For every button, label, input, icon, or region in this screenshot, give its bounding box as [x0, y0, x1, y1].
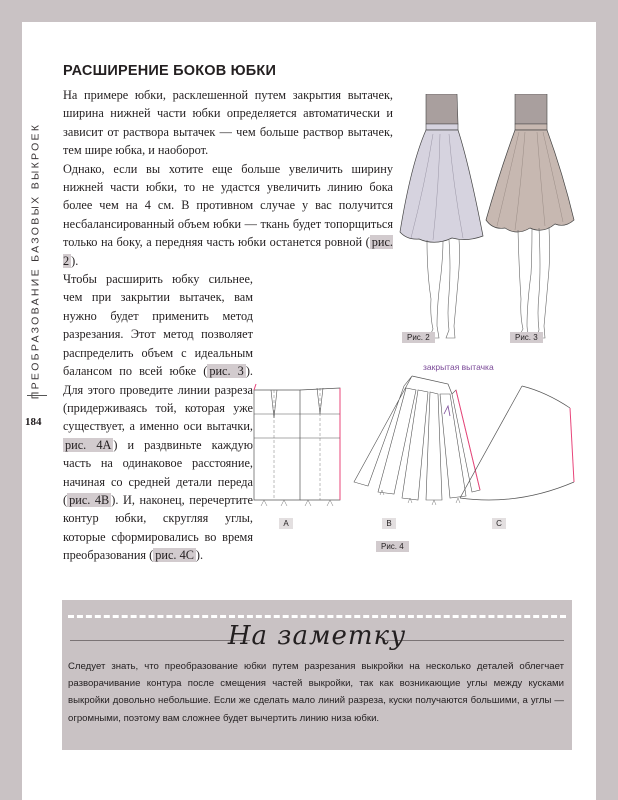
ref-fig2: рис. 2: [63, 235, 393, 268]
paragraph-2: Однако, если вы хотите еще больше увеличить ширину нижней части юбки, то не удастся увеличить линию бока более чем на 4 см. В противном случае у вас получится несбалансированный объем юбки — ткань будет топорщиться только на боку, а передняя часть юбки останется ровной ( рис. 2 ).: [63, 161, 393, 268]
figure-2-skirt: [397, 94, 487, 344]
figure-4c-label: C: [492, 518, 506, 529]
closed-dart-annotation: закрытая вытачка: [423, 362, 494, 372]
figure-4a-label: A: [279, 518, 293, 529]
note-box: [62, 600, 572, 750]
paragraph-1: На примере юбки, расклешенной путем закрытия вытачек, ширина нижней части юбки определяется автоматически и зависит от раствора вытачек — чем больше раствор вытачек, тем шире юбка, и наоборот.: [63, 88, 393, 158]
figure-4-label: Рис. 4: [376, 541, 409, 552]
body-text: [63, 86, 393, 565]
figure-3-label: Рис. 3: [510, 332, 543, 343]
page-number-rule: [27, 395, 47, 396]
figure-4b-label: B: [382, 518, 396, 529]
note-text: Следует знать, что преобразование юбки путем разрезания выкройки на несколько деталей облегчает разворачивание контура после смещения частей выкройки, так как возникающие углы между кусками выкройки довольно небольшие. Если же сделать мало линий разреза, куски получаются большими, а углы — огромными, поэтому вам сложнее будет вычертить линию низа юбки.: [68, 661, 564, 724]
figure-4c-contour: [458, 382, 576, 504]
figure-3-skirt: [485, 94, 575, 344]
note-title: На заметку: [227, 621, 407, 651]
figure-2-label: Рис. 2: [402, 332, 435, 343]
page-heading: РАСШИРЕНИЕ БОКОВ ЮБКИ: [63, 63, 277, 79]
figure-4a-pattern: [250, 382, 342, 512]
page-number: 184: [25, 416, 42, 428]
ref-fig4a: рис. 4А: [65, 437, 112, 452]
book-page: [22, 22, 596, 800]
note-dashed-border: [68, 615, 566, 618]
ref-fig3: рис. 3: [209, 364, 244, 379]
section-title: ПРЕОБРАЗОВАНИЕ БАЗОВЫХ ВЫКРОЕК: [29, 122, 42, 400]
sidebar: [22, 22, 59, 800]
ref-fig4c: рис. 4С: [155, 548, 194, 563]
ref-fig4b: рис. 4В: [69, 492, 110, 507]
paragraph-3: Чтобы расширить юбку сильнее, чем при закрытии вытачек, вам нужно будет применить метод разрезания. Этот метод позволяет распределить объем с идеальным балансом по всей юбке ( рис. 3 ). Для этого проведите линии разреза (придерживаясь той, которая уже существует, а именно оси вытачки, рис. 4А ) и раздвиньте каждую часть на одинаковое расстояние, начиная со средней детали переда ( рис. 4В ). И, наконец, перечертите контур юбки, скругляя углы, которые сформировались во время преобразования ( рис. 4С ).: [63, 270, 393, 565]
